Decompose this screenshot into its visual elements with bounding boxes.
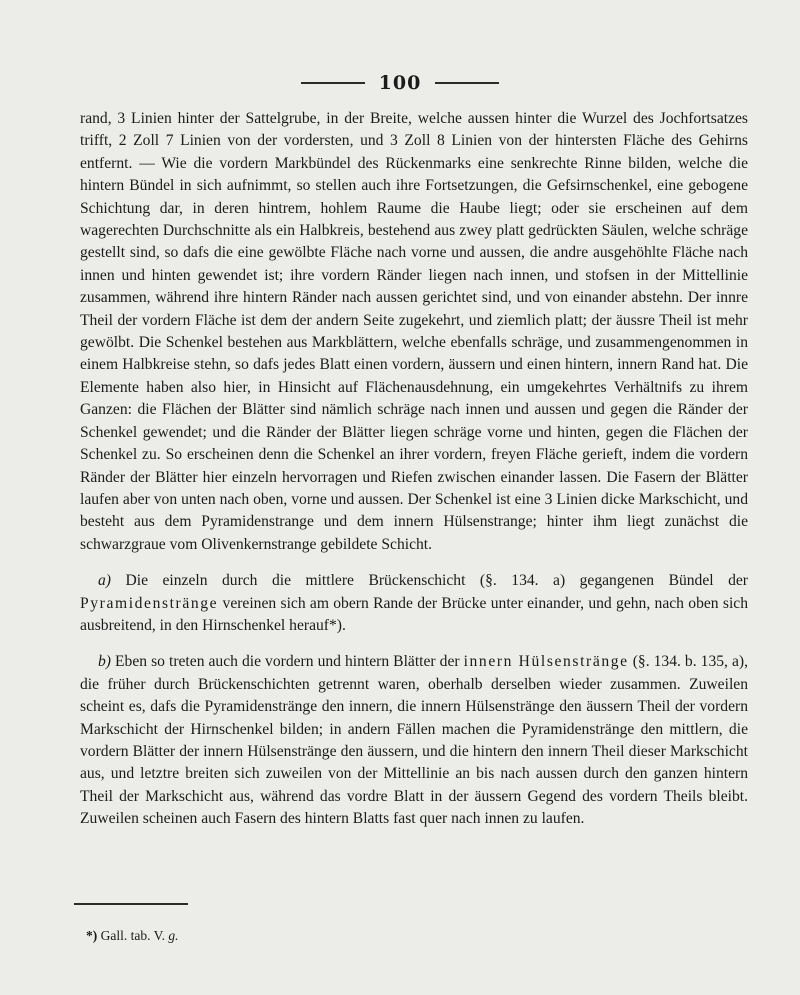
paragraph-b-emphasis: innern Hülsenstränge (463, 653, 629, 671)
footnote-italic: g. (168, 928, 179, 943)
footnote-divider (74, 903, 188, 905)
paragraph-a-emphasis: Pyramidenstränge (80, 594, 219, 612)
header-rule-right (435, 82, 499, 84)
paragraph-b-text-start: Eben so treten auch die vordern und hintern Blätter der (115, 653, 460, 671)
paragraph-continued: rand, 3 Linien hinter der Sattelgrube, in der Breite, welche aussen hinter die Wurzel des Jochfortsatzes trifft, 2 Zoll 7 Linien von der vordersten, und 3 Zoll 8 Linien von der hintersten Fläche des Gehirns entfernt. — Wie die vordern Markbündel des Rückenmarks eine senkrechte Rinne bilden, welche die hintern Bündel in sich aufnimmt, so stellen auch ihre Fortsetzungen, die Gefsirnschenkel, eine gebogene Schichtung dar, in deren hintrem, hohlem Raume die Haube liegt; oder sie erscheinen auf dem wagerechten Durchschnitte als ein Halbkreis, bestehend aus zwey platt gedrückten Säulen, welche schräge gestellt sind, so dafs die eine gewölbte Fläche nach vorne und aussen, die andre ausgehöhlte Fläche nach innen und hinten gewendet ist; ihre vordern Ränder liegen nach innen, und stofsen in der Mittellinie zusammen, während ihre hintern Ränder nach aussen gerichtet sind, und von einander abstehn. Der innre Theil der vordern Fläche ist dem der andern Seite zugekehrt, und ziemlich platt; der äussre Theil ist mehr gewölbt. Die Schenkel bestehen aus Markblättern, welche ebenfalls schräge, und zusammengenommen in einem Halbkreise stehn, so dafs jedes Blatt einen vordern, äussern und einen hintern, innern Rand hat. Die Elemente haben also hier, in Hinsicht auf Flächenausdehnung, ein umgekehrtes Verhältnifs zu ihrem Ganzen: die Flächen der Blätter sind nämlich schräge nach innen und aussen und gegen die Ränder der Schenkel gewendet; und die Ränder der Blätter liegen schräge vorne und hinten, gegen die Flächen der Schenkel zu. So erscheinen denn die Schenkel an ihrer vordern, freyen Fläche gerieft, indem die vordern Ränder der Blätter hier einzeln hervorragen und Riefen zwischen einander lassen. Die Fasern der Blätter laufen aber von unten nach oben, vorne und aussen. Der Schenkel ist eine 3 Linien dicke Markschicht, und besteht aus dem Pyramidenstrange und dem innern Hülsenstrange; hinter ihm liegt zunächst die schwarzgraue vom Olivenkernstrange gebildete Schicht. (80, 110, 748, 553)
header-rule-left (301, 82, 365, 84)
paragraph-a-label: a) (98, 572, 111, 590)
paragraph-b-label: b) (98, 653, 111, 671)
page-number: 100 (378, 72, 422, 94)
footnote-mark: *) (86, 928, 98, 943)
paragraph-a-text-start: Die einzeln durch die mittlere Brückenschicht (§. 134. a) gegangenen Bündel der (125, 572, 748, 590)
footnote-text: Gall. tab. V. (100, 928, 166, 943)
paragraph-b-text-end: (§. 134. b. 135, a), die früher durch Brückenschichten getrennt waren, oberhalb derselben wieder zusammen. Zuweilen scheint es, dafs die Pyramidenstränge den innern, die innern Hülsenstränge den äussern Theil der vordern Markschicht der Hirnschenkel bilden; in andern Fällen machen die Pyramidenstränge den mittlern, die vordern Blätter der innern Hülsenstränge den äussern, und die hintern den innern Theil dieser Markschicht aus, und letztre breiten sich zuweilen von der Mittellinie an bis nach aussen durch den ganzen hintern Theil der Markschicht aus, während das vordre Blatt in der äussern Gegend des vordern Theils bleibt. Zuweilen scheinen auch Fasern des hintern Blatts fast quer nach innen zu laufen. (80, 653, 748, 828)
footnote (86, 928, 179, 944)
paragraph-a-text-end: vereinen sich am obern Rande der Brücke unter einander, und gehn, nach oben sich ausbreitend, in den Hirnschenkel herauf*). (80, 594, 748, 634)
main-text (80, 108, 748, 831)
paragraph-a (80, 570, 748, 637)
paragraph-b (80, 651, 748, 830)
page-header (0, 72, 800, 94)
